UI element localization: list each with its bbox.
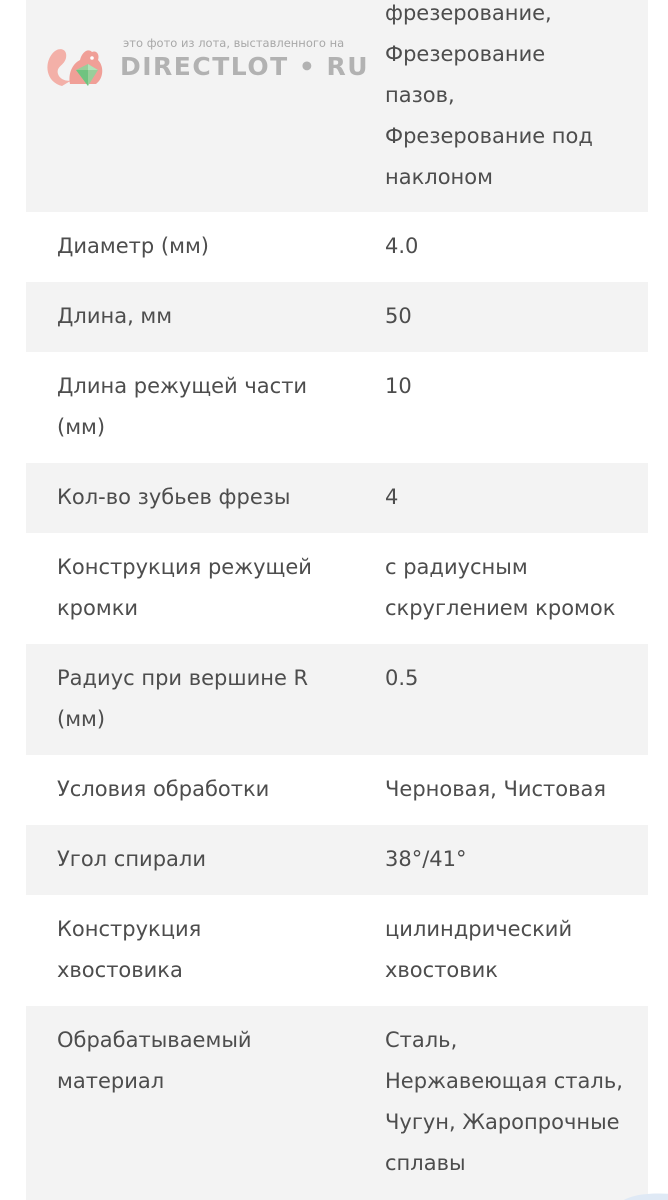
spec-name: Условия обработки: [57, 777, 270, 801]
spec-value: 4.0: [385, 234, 419, 258]
spec-row-corner-radius: [26, 644, 648, 755]
spec-name: Конструкция режущей кромки: [57, 555, 312, 620]
spec-row-length: [26, 282, 648, 352]
spec-value: с радиусным скруглением кромок: [385, 555, 616, 620]
spec-row-diameter: [26, 212, 648, 282]
watermark: [28, 22, 370, 106]
spec-value: Сталь, Нержавеющая сталь, Чугун, Жаропрочные сплавы: [385, 1028, 623, 1175]
spec-value: 0.5: [385, 666, 419, 690]
spec-name: Конструкция хвостовика: [57, 917, 202, 982]
spec-row-helix-angle: [26, 825, 648, 895]
spec-row-teeth-count: [26, 463, 648, 533]
spec-name: Угол спирали: [57, 847, 206, 871]
spec-value: 38°/41°: [385, 847, 467, 871]
spec-value: цилиндрический хвостовик: [385, 917, 573, 982]
watermark-caption: это фото из лота, выставленного на: [123, 36, 345, 50]
spec-row-shank-design: [26, 895, 648, 1006]
spec-name: Радиус при вершине R (мм): [57, 666, 309, 731]
spec-value: Черновая, Чистовая: [385, 777, 607, 801]
spec-name: Длина режущей части (мм): [57, 374, 308, 439]
spec-row-machining-conditions: [26, 755, 648, 825]
spec-row-material: [26, 1006, 648, 1200]
spec-value: 4: [385, 485, 399, 509]
spec-value: фрезерование, Фрезерование пазов, Фрезерование под наклоном: [385, 1, 593, 189]
watermark-brand: DIRECTLOT • RU: [120, 52, 370, 81]
spec-name: Диаметр (мм): [57, 234, 209, 258]
spec-name: Кол-во зубьев фрезы: [57, 485, 291, 509]
corner-decoration: [612, 1190, 668, 1200]
spec-value: 50: [385, 304, 412, 328]
spec-row-edge-design: [26, 533, 648, 644]
spec-name: Длина, мм: [57, 304, 173, 328]
spec-value: 10: [385, 374, 412, 398]
spec-name: Обрабатываемый материал: [57, 1028, 252, 1093]
spec-row-cutting-length: [26, 352, 648, 463]
spec-table: [26, 0, 648, 1200]
squirrel-logo-icon: [42, 36, 112, 94]
